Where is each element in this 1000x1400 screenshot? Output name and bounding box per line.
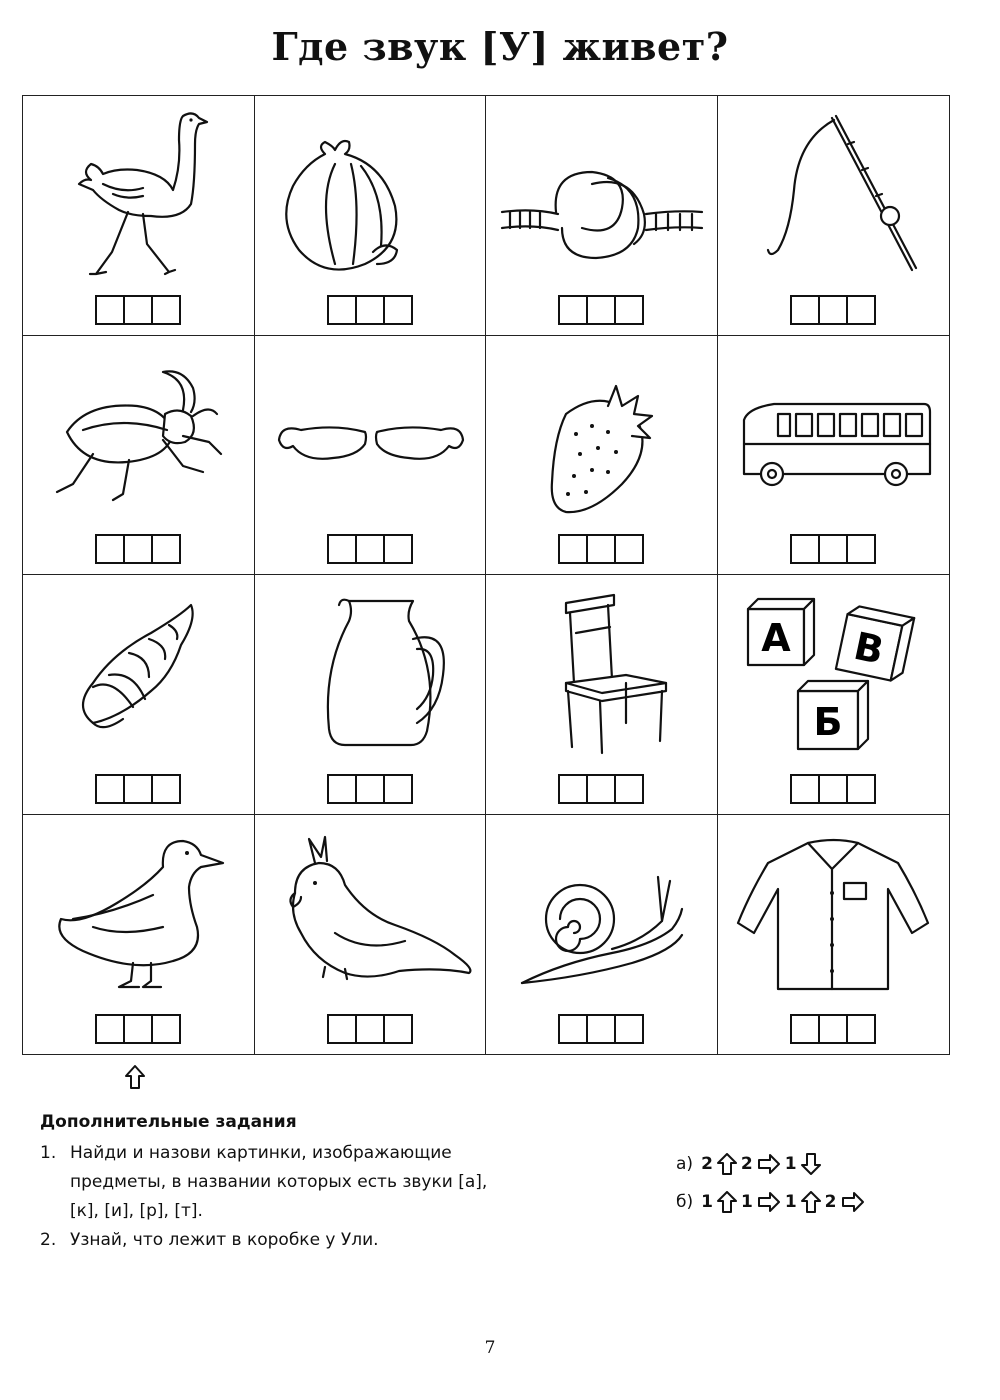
grid-cell — [23, 96, 255, 336]
page-title: Где звук [У] живет? — [271, 24, 729, 69]
bus-picture — [728, 344, 940, 524]
grid-cell — [255, 96, 487, 336]
mustache-picture — [265, 344, 477, 524]
arrow-code-a — [676, 1145, 867, 1183]
grid-cell — [255, 815, 487, 1055]
up-arrow-icon — [717, 1153, 737, 1175]
grid-cell — [718, 96, 950, 336]
onion-picture — [265, 104, 477, 284]
task-number: 1. — [40, 1143, 57, 1163]
sound-position-boxes[interactable] — [327, 534, 413, 564]
strawberry-picture — [496, 344, 708, 524]
grid-cell — [718, 575, 950, 815]
code-step-number: 2 — [701, 1154, 713, 1174]
task-item — [40, 1139, 500, 1226]
shell-picture — [33, 583, 245, 763]
sound-position-boxes[interactable] — [790, 295, 876, 325]
sound-position-boxes[interactable] — [327, 1014, 413, 1044]
sound-position-boxes[interactable] — [95, 774, 181, 804]
letter-cube-v — [835, 604, 913, 682]
grid-cell — [255, 575, 487, 815]
letter-cube-a — [748, 599, 814, 665]
sound-position-boxes[interactable] — [558, 1014, 644, 1044]
code-step-number: 1 — [784, 1154, 797, 1174]
task-text: Узнай, что лежит в коробке у Ули. — [70, 1230, 379, 1250]
sound-position-boxes[interactable] — [327, 774, 413, 804]
sound-position-boxes[interactable] — [790, 1014, 876, 1044]
sound-position-boxes[interactable] — [558, 295, 644, 325]
sound-position-boxes[interactable] — [790, 774, 876, 804]
snail-picture — [496, 823, 708, 1003]
sound-position-boxes[interactable] — [327, 295, 413, 325]
code-step-number: 1 — [740, 1192, 753, 1212]
code-label: б) — [676, 1192, 694, 1212]
fishing-rod-picture — [728, 104, 940, 284]
extra-tasks-heading: Дополнительные задания — [40, 1112, 297, 1132]
code-step-number: 1 — [784, 1192, 797, 1212]
sound-position-boxes[interactable] — [95, 534, 181, 564]
duck-picture — [33, 823, 245, 1003]
code-step-number: 2 — [740, 1154, 753, 1174]
right-arrow-icon — [757, 1191, 781, 1213]
code-label: а) — [676, 1154, 694, 1174]
sound-position-boxes[interactable] — [95, 295, 181, 325]
picture-grid — [22, 95, 950, 1055]
up-arrow-icon — [124, 1064, 146, 1090]
grid-cell — [23, 815, 255, 1055]
grid-cell — [255, 336, 487, 576]
task-item — [40, 1226, 500, 1255]
code-step-number: 2 — [824, 1192, 837, 1212]
page-number: 7 — [484, 1338, 496, 1358]
jug-picture — [265, 583, 477, 763]
task-number: 2. — [40, 1230, 57, 1250]
arrow-code-b — [676, 1183, 867, 1221]
task-text: Найди и назови картинки, изображающие предметы, в названии которых есть звуки [а], [к], [и], [р], [т]. — [70, 1143, 488, 1221]
right-arrow-icon — [841, 1191, 865, 1213]
grid-cell — [718, 336, 950, 576]
up-arrow-icon — [801, 1191, 821, 1213]
cubes-picture — [728, 583, 940, 763]
grid-cell — [486, 336, 718, 576]
svg-text:Б: Б — [813, 700, 842, 744]
sound-position-boxes[interactable] — [95, 1014, 181, 1044]
beetle-picture — [33, 344, 245, 524]
svg-text:А: А — [760, 616, 791, 660]
code-step-number: 1 — [701, 1192, 713, 1212]
right-arrow-icon — [757, 1153, 781, 1175]
grid-cell — [486, 815, 718, 1055]
grid-cell — [23, 336, 255, 576]
rope-knot-picture — [496, 104, 708, 284]
chair-picture — [496, 583, 708, 763]
grid-cell — [718, 815, 950, 1055]
extra-tasks — [40, 1108, 500, 1255]
ostrich-picture — [33, 104, 245, 284]
grid-cell — [23, 575, 255, 815]
parrot-picture — [265, 823, 477, 1003]
grid-cell — [486, 96, 718, 336]
shirt-picture — [728, 823, 940, 1003]
sound-position-boxes[interactable] — [558, 774, 644, 804]
down-arrow-icon — [801, 1153, 821, 1175]
arrow-codes — [676, 1145, 867, 1221]
up-arrow-icon — [717, 1191, 737, 1213]
grid-cell — [486, 575, 718, 815]
svg-text:В: В — [849, 623, 888, 673]
sound-position-boxes[interactable] — [790, 534, 876, 564]
sound-position-boxes[interactable] — [558, 534, 644, 564]
letter-cube-b — [798, 681, 868, 749]
